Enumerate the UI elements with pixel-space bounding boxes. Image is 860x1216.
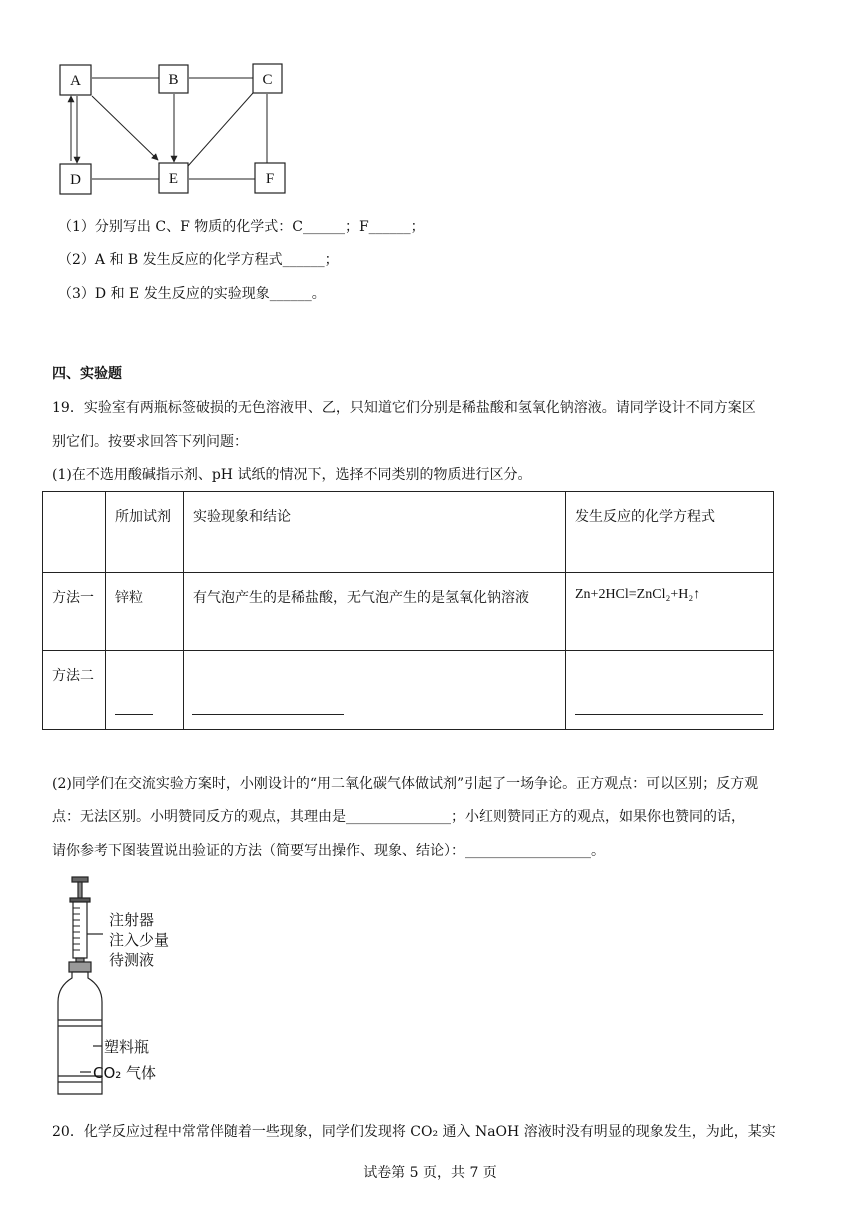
plunger-rod	[78, 882, 82, 898]
table-header-cell: 所加试剂	[106, 492, 184, 573]
node-c-label: C	[262, 72, 273, 88]
q18-item-2: （2）A 和 B 发生反应的化学方程式______；	[58, 252, 339, 268]
node-e-label: E	[168, 171, 179, 187]
q19-part-2-line-1: (2)同学们在交流实验方案时，小刚设计的“用二氧化碳气体做试剂”引起了一场争论。正方观点：可以区别；反方观	[52, 776, 759, 792]
equation-cell: Zn+2HCl=ZnCl₂+H₂↑	[566, 573, 774, 651]
syringe-label: 注射器 注入少量 待测液	[109, 911, 170, 969]
table-row	[43, 573, 774, 651]
equation-cell	[566, 651, 774, 730]
node-f-label: F	[265, 171, 275, 187]
answer-blank[interactable]	[115, 714, 153, 715]
q19-part-2-line-3: 请你参考下图装置说出验证的方法（简要写出操作、现象、结论）：__________________。	[52, 843, 605, 859]
q19-intro-line-1: 19．实验室有两瓶标签破损的无色溶液甲、乙，只知道它们分别是稀盐酸和氢氧化钠溶液。请同学设计不同方案区	[52, 400, 756, 416]
q19-intro-line-2: 别它们。按要求回答下列问题：	[52, 434, 248, 450]
q18-item-1: （1）分别写出 C、F 物质的化学式：C______；F______；	[58, 219, 425, 235]
q19-part-1: (1)在不选用酸碱指示剂、pH 试纸的情况下，选择不同类别的物质进行区分。	[52, 467, 532, 483]
node-a-label: A	[70, 73, 81, 89]
q20-line-1: 20．化学反应过程中常常伴随着一些现象，同学们发现将 CO₂ 通入 NaOH 溶液时没有明显的现象发生，为此，某实	[52, 1124, 776, 1140]
experiment-table	[42, 491, 774, 730]
method-cell: 方法二	[43, 651, 106, 730]
node-b-label: B	[168, 72, 179, 88]
node-d-label: D	[70, 172, 81, 188]
phenomenon-cell: 有气泡产生的是稀盐酸，无气泡产生的是氢氧化钠溶液	[184, 573, 566, 651]
method-cell: 方法一	[43, 573, 106, 651]
section-title: 四、实验题	[52, 366, 122, 382]
arrow-a-to-e	[92, 96, 158, 160]
table-header-cell: 发生反应的化学方程式	[566, 492, 774, 573]
table-header-row	[43, 492, 774, 573]
answer-blank[interactable]	[192, 714, 344, 715]
page-footer: 试卷第 5 页，共 7 页	[363, 1165, 497, 1181]
bottle-label: 塑料瓶	[104, 1038, 150, 1056]
reagent-cell	[106, 651, 184, 730]
answer-blank[interactable]	[575, 714, 763, 715]
plunger-cap	[72, 877, 88, 882]
q18-item-3: （3）D 和 E 发生反应的实验现象______。	[58, 286, 326, 302]
phenomenon-cell	[184, 651, 566, 730]
bottle-cap	[69, 962, 91, 972]
relationship-diagram	[50, 58, 300, 198]
link-c-e	[188, 93, 253, 166]
table-header-cell	[43, 492, 106, 573]
table-row	[43, 651, 774, 730]
reagent-cell: 锌粒	[106, 573, 184, 651]
table-header-cell: 实验现象和结论	[184, 492, 566, 573]
q19-part-2-line-2: 点：无法区别。小明赞同反方的观点，其理由是_______________；小红则赞同正方的观点，如果你也赞同的话，	[52, 809, 745, 825]
gas-label: CO₂ 气体	[93, 1064, 157, 1082]
